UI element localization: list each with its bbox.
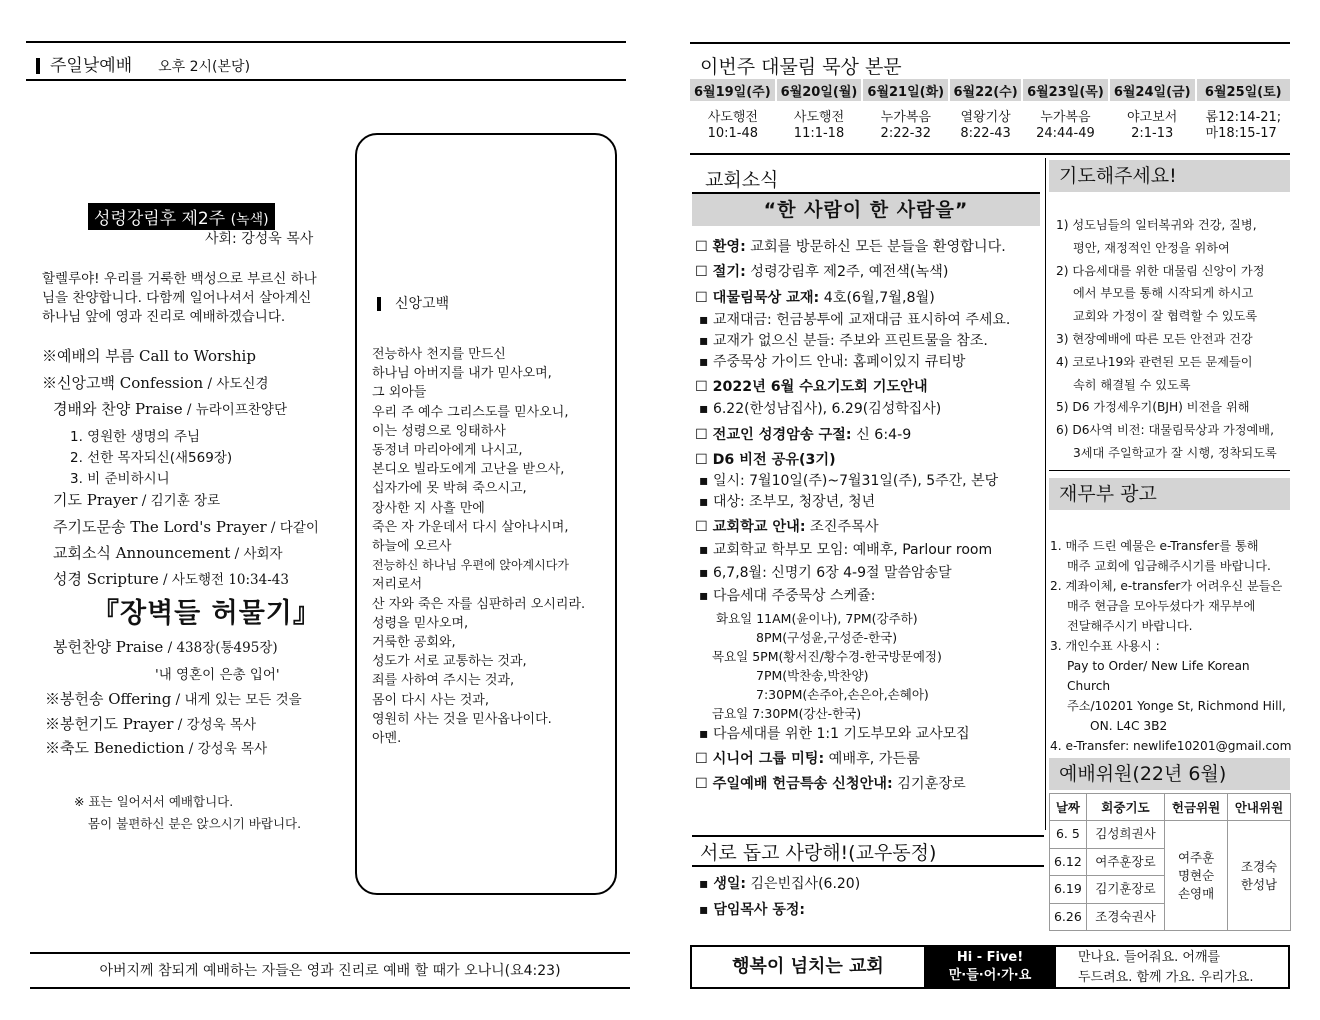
order-item bbox=[53, 489, 220, 510]
notice-line: 몸이 불편하신 분은 앉으시기 바랍니다. bbox=[88, 816, 302, 831]
prayer-leader-cell: 여주훈장로 bbox=[1086, 848, 1164, 876]
news-welcome bbox=[695, 236, 1006, 256]
day-header: 6월25일(토) bbox=[1196, 79, 1290, 101]
news-bullet: ▪ 일시: 7월10일(주)~7월31일(주), 5주간, 본당 bbox=[699, 473, 999, 489]
passage-book: 누가복음 bbox=[1040, 110, 1091, 125]
day-header: 6월20일(월) bbox=[776, 79, 863, 101]
order-item bbox=[53, 542, 283, 563]
praise-song: 1. 영원한 생명의 주님 bbox=[70, 429, 201, 445]
sunday-name: 성령강림후 제2주 bbox=[94, 209, 226, 229]
order-detail: / 내게 있는 모든 것을 bbox=[171, 692, 302, 708]
sunday-label bbox=[88, 203, 275, 230]
passage-cell bbox=[1109, 101, 1196, 151]
order-detail: / 김기훈 장로 bbox=[137, 493, 221, 509]
date-cell: 6.26 bbox=[1050, 903, 1087, 931]
creed-line: 아멘. bbox=[372, 731, 402, 747]
passage-cell bbox=[690, 101, 776, 151]
news-text: 4호(6월,7월,8월) bbox=[819, 290, 935, 306]
order-label: 성경 Scripture bbox=[53, 570, 159, 588]
worship-committee-title: 예배위원(22년 6월) bbox=[1049, 758, 1290, 790]
news-bullet: ▪ 6.22(한성남집사), 6.29(김성학집사) bbox=[699, 401, 942, 417]
column-header: 헌금위원 bbox=[1165, 794, 1228, 821]
news-heading: ☐ 2022년 6월 수요기도회 기도안내 bbox=[695, 379, 928, 395]
order-detail: / 다같이 bbox=[266, 520, 319, 536]
worship-committee-table bbox=[1049, 793, 1291, 931]
creed-line: 죄를 사하여 주시는 것과, bbox=[372, 673, 515, 689]
prayer-item: 4) 코로나19와 관련된 모든 문제들이 bbox=[1056, 354, 1253, 369]
passage-book: 열왕기상 bbox=[960, 110, 1011, 125]
finance-list bbox=[1050, 536, 1292, 756]
fellowship-heading: ▪ 담임목사 동정: bbox=[699, 902, 805, 918]
prayer-title: 기도해주세요! bbox=[1049, 160, 1290, 192]
creed-line: 성도가 서로 교통하는 것과, bbox=[372, 654, 527, 670]
news-bullet: ▪ 교회학교 학부모 모임: 예배후, Parlour room bbox=[699, 542, 993, 558]
prayer-item: 2) 다음세대를 위한 대물림 신앙이 가정 bbox=[1056, 263, 1265, 278]
offering-team-cell bbox=[1165, 821, 1228, 931]
prayer-leader-cell: 조경숙권사 bbox=[1086, 903, 1164, 931]
hifive-logo bbox=[926, 945, 1054, 989]
passage-book: 사도행전 bbox=[707, 110, 758, 125]
passage-cell bbox=[1022, 101, 1109, 151]
creed-line: 거룩한 공회와, bbox=[372, 635, 456, 651]
creed-line: 장사한 지 사흘 만에 bbox=[372, 500, 485, 516]
order-item bbox=[53, 636, 278, 657]
finance-item: 1. 매주 드린 예물은 e-Transfer를 통해 bbox=[1050, 539, 1259, 553]
prayer-item: 에서 부모를 통해 시작되게 하시고 bbox=[1073, 286, 1254, 301]
prayer-item: 5) D6 가정세우기(BJH) 비전을 위해 bbox=[1056, 400, 1250, 415]
column-divider bbox=[1045, 158, 1046, 830]
schedule-line: 7:30PM(손주아,손은아,손혜아) bbox=[756, 687, 929, 702]
prayer-item: 3) 현장예배에 따른 모든 안전과 건강 bbox=[1056, 331, 1253, 346]
creed-line: 본디오 빌라도에게 고난을 받으사, bbox=[372, 462, 565, 478]
order-item bbox=[53, 516, 319, 537]
day-header: 6월21일(화) bbox=[862, 79, 949, 101]
schedule-line: 화요일 11AM(윤이나), 7PM(강주하) bbox=[716, 611, 918, 626]
order-label: 주기도문송 The Lord's Prayer bbox=[53, 518, 267, 536]
prayer-item: 1) 성도님들의 일터복귀와 건강, 질병, bbox=[1056, 218, 1257, 232]
notice-line: ※ 표는 일어서서 예배합니다. bbox=[74, 794, 234, 809]
creed-line: 저리로서 bbox=[372, 577, 423, 593]
news-heading: ☐ 시니어 그룹 미팅: bbox=[695, 751, 825, 767]
creed-line: 이는 성령으로 잉태하사 bbox=[372, 423, 506, 439]
news-bullet: ▪ 다음세대를 위한 1:1 기도부모와 교사모집 bbox=[699, 726, 970, 742]
finance-item: 전달해주시기 바랍니다. bbox=[1067, 619, 1193, 633]
creed-line: 동정녀 마리아에게 나시고, bbox=[372, 443, 523, 459]
news-heading: ☐ 대물림묵상 교재: bbox=[695, 290, 820, 306]
day-header: 6월19일(주) bbox=[690, 79, 776, 101]
prayer-item: 교회와 가정이 잘 협력할 수 있도록 bbox=[1073, 309, 1258, 324]
news-heading: ☐ D6 비전 공유(3기) bbox=[695, 452, 836, 468]
news-heading: ☐ 주일예배 헌금특송 신청안내: bbox=[695, 776, 893, 792]
creed-line: 전능하신 하나님 우편에 앉아계시다가 bbox=[372, 558, 569, 573]
order-item bbox=[45, 688, 302, 709]
column-header: 회중기도 bbox=[1086, 794, 1164, 821]
creed-line: 성령을 믿사오며, bbox=[372, 615, 469, 631]
news-bullet: ▪ 교재대금: 헌금봉투에 교재대금 표시하여 주세요. bbox=[699, 312, 1011, 328]
news-theme: “한 사람이 한 사람을” bbox=[692, 194, 1040, 226]
news-title: 교회소식 bbox=[705, 169, 779, 191]
creed-line: 그 외아들 bbox=[372, 385, 427, 401]
intro-line: 할렐루야! 우리를 거룩한 백성으로 부르신 하나 bbox=[42, 271, 317, 287]
motto-line: 두드려요. 함께 가요. 우리가요. bbox=[1078, 970, 1254, 985]
news-text: 예배후, 가든룸 bbox=[824, 751, 920, 767]
column-header: 안내위원 bbox=[1228, 794, 1291, 821]
creed-line: 몸이 다시 사는 것과, bbox=[372, 692, 489, 708]
order-detail: / 사회자 bbox=[230, 546, 283, 562]
hifive-title: Hi - Five! bbox=[956, 950, 1024, 965]
creed-line: 전능하사 천지를 만드신 bbox=[372, 347, 506, 362]
news-bullet: ▪ 교재가 없으신 분들: 주보와 프린트물을 참조. bbox=[699, 333, 988, 349]
passage-cell bbox=[1196, 101, 1290, 151]
motto-line: 만나요. 들어줘요. 어깨를 bbox=[1078, 950, 1221, 965]
table-row bbox=[1050, 821, 1291, 849]
news-senior bbox=[695, 748, 920, 768]
order-detail: / 사도행전 10:34-43 bbox=[158, 572, 289, 588]
order-detail: / 강성욱 목사 bbox=[173, 717, 257, 733]
fellowship-birthday bbox=[699, 873, 860, 893]
hifive-subtitle: 만·들·어·가·요 bbox=[948, 968, 1032, 983]
news-text: 성령강림후 제2주, 예전색(녹색) bbox=[745, 264, 949, 280]
order-item bbox=[53, 398, 287, 419]
fellowship-heading: ▪ 생일: bbox=[699, 876, 747, 892]
news-prayer-meeting bbox=[695, 376, 928, 396]
call-to-worship-text bbox=[42, 270, 342, 327]
news-bullet: ▪ 다음세대 주중묵상 스케쥴: bbox=[699, 588, 876, 604]
meditation-title: 이번주 대물림 묵상 본문 bbox=[700, 56, 902, 78]
passage-book: 롬12:14-21; bbox=[1205, 110, 1282, 125]
finance-item: 매주 현금을 모아두셨다가 재무부에 bbox=[1067, 599, 1256, 613]
order-detail: / 뉴라이프찬양단 bbox=[182, 402, 287, 418]
usher-team-cell bbox=[1228, 821, 1291, 931]
team-member: 조경숙 bbox=[1240, 858, 1278, 874]
finance-item: 4. e-Transfer: newlife10201@gmail.com bbox=[1050, 739, 1292, 753]
order-label: ※축도 Benediction bbox=[45, 739, 185, 757]
table-header-row bbox=[1050, 794, 1291, 821]
liturgical-color: (녹색) bbox=[230, 212, 269, 228]
team-member: 명현순 bbox=[1177, 867, 1215, 883]
finance-item: 주소/10201 Yonge St, Richmond Hill, bbox=[1067, 699, 1286, 713]
news-memory-verse bbox=[695, 424, 911, 444]
finance-item: Pay to Order/ New Life Korean Church bbox=[1067, 659, 1250, 693]
prayer-item: 3세대 주일학교가 잘 시행, 정착되도록 bbox=[1073, 445, 1277, 460]
day-header: 6월22(수) bbox=[949, 79, 1022, 101]
passage-book: 야고보서 bbox=[1127, 110, 1178, 125]
creed-line: 영원히 사는 것을 믿사옵나이다. bbox=[372, 711, 552, 727]
news-heading: ☐ 전교인 성경암송 구절: bbox=[695, 427, 852, 443]
order-label: ※봉헌송 Offering bbox=[45, 690, 172, 708]
service-title bbox=[36, 51, 250, 76]
news-bullet: ▪ 6,7,8월: 신명기 6장 4-9절 말씀암송달 bbox=[699, 565, 952, 581]
creed-heading: 신앙고백 bbox=[395, 296, 450, 312]
passage-ref: 마18:15-17 bbox=[1205, 126, 1277, 141]
passage-book: 사도행전 bbox=[793, 110, 845, 125]
fellowship-text: 김은빈집사(6.20) bbox=[746, 876, 861, 892]
hymn-subtitle: '내 영혼이 은총 입어' bbox=[155, 667, 280, 683]
schedule-line: 금요일 7:30PM(강산-한국) bbox=[712, 706, 862, 721]
passage-ref: 24:44-49 bbox=[1036, 126, 1095, 141]
creed-line: 산 자와 죽은 자를 심판하러 오시리라. bbox=[372, 596, 586, 612]
creed-title bbox=[377, 293, 449, 313]
meditation-passages bbox=[690, 101, 1290, 151]
schedule-line: 7PM(박찬송,박찬양) bbox=[756, 668, 869, 683]
order-label: ※신앙고백 Confession bbox=[42, 374, 204, 392]
fellowship-pastor bbox=[699, 899, 805, 919]
order-detail: / 438장(통495장) bbox=[163, 640, 278, 656]
order-detail: / 강성욱 목사 bbox=[184, 741, 268, 757]
order-label: ※예배의 부름 Call to Worship bbox=[42, 347, 256, 365]
news-material bbox=[695, 287, 935, 307]
news-text: 교회를 방문하신 모든 분들을 환영합니다. bbox=[745, 239, 1006, 255]
intro-line: 님을 찬양합니다. 다함께 일어나셔서 살아계신 bbox=[42, 290, 312, 306]
hifive-motto bbox=[1054, 945, 1290, 989]
prayer-item: 평안, 재정적인 안정을 위하여 bbox=[1073, 240, 1230, 255]
schedule-line: 목요일 5PM(황서진/황수경-한국방문예정) bbox=[712, 649, 942, 664]
finance-item: 2. 계좌이체, e-transfer가 어려우신 분들은 bbox=[1050, 579, 1283, 593]
news-school bbox=[695, 516, 879, 536]
finance-title: 재무부 광고 bbox=[1049, 478, 1290, 510]
creed-line: 우리 주 예수 그리스도를 믿사오니, bbox=[372, 404, 569, 420]
passage-ref: 10:1-48 bbox=[707, 126, 759, 141]
footer-verse: 아버지께 참되게 예배하는 자들은 영과 진리로 예배 할 때가 오나니(요4:23) bbox=[99, 963, 561, 979]
order-item bbox=[45, 713, 256, 734]
section-bar bbox=[377, 297, 381, 311]
column-header: 날짜 bbox=[1050, 794, 1087, 821]
order-item bbox=[53, 568, 289, 589]
church-motto: 행복이 넘치는 교회 bbox=[690, 945, 926, 989]
schedule-line: 8PM(구성윤,구성준-한국) bbox=[756, 630, 898, 645]
passage-ref: 8:22-43 bbox=[960, 126, 1011, 141]
passage-cell bbox=[862, 101, 949, 151]
order-item bbox=[42, 345, 256, 366]
news-text: 김기훈장로 bbox=[892, 776, 966, 792]
order-item bbox=[45, 737, 267, 758]
prayer-list bbox=[1056, 214, 1291, 465]
news-bullet: ▪ 대상: 조부모, 청장년, 청년 bbox=[699, 494, 876, 510]
passage-ref: 11:1-18 bbox=[793, 126, 845, 141]
passage-cell bbox=[776, 101, 863, 151]
meditation-days bbox=[690, 79, 1290, 101]
creed-line: 십자가에 못 박혀 죽으시고, bbox=[372, 481, 527, 497]
praise-song: 3. 비 준비하시니 bbox=[70, 471, 170, 487]
praise-song: 2. 선한 목자되신(새569장) bbox=[70, 450, 233, 466]
news-heading: ☐ 교회학교 안내: bbox=[695, 519, 806, 535]
passage-book: 누가복음 bbox=[880, 110, 931, 125]
meditation-table bbox=[690, 79, 1290, 151]
team-member: 한성남 bbox=[1240, 876, 1278, 892]
date-cell: 6.19 bbox=[1050, 876, 1087, 904]
service-time: 오후 2시(본당) bbox=[158, 59, 251, 75]
news-d6 bbox=[695, 449, 836, 469]
news-special-song bbox=[695, 773, 966, 793]
creed-line: 하나님 아버지를 내가 믿사오며, bbox=[372, 366, 552, 382]
order-label: 경배와 찬양 Praise bbox=[53, 400, 183, 418]
day-header: 6월23일(목) bbox=[1022, 79, 1109, 101]
prayer-item: 6) D6사역 비전: 대물림묵상과 가정예배, bbox=[1056, 423, 1274, 438]
order-detail: / 사도신경 bbox=[203, 376, 269, 392]
order-label: 기도 Prayer bbox=[53, 491, 138, 509]
sermon-title: 『장벽들 허물기』 bbox=[92, 598, 321, 629]
passage-cell bbox=[949, 101, 1022, 151]
order-label: 교회소식 Announcement bbox=[53, 544, 231, 562]
news-heading: ☐ 절기: bbox=[695, 264, 746, 280]
standing-notice bbox=[74, 791, 301, 835]
creed-line: 하늘에 오르사 bbox=[372, 539, 452, 555]
intro-line: 하나님 앞에 영과 진리로 예배하겠습니다. bbox=[42, 309, 286, 325]
prayer-item: 속히 해결될 수 있도록 bbox=[1073, 377, 1191, 392]
finance-item: 3. 개인수표 사용시 : bbox=[1050, 639, 1160, 653]
order-label: 봉헌찬양 Praise bbox=[53, 638, 164, 656]
service-name: 주일낮예배 bbox=[50, 56, 133, 76]
passage-ref: 2:22-32 bbox=[880, 126, 931, 141]
date-cell: 6.12 bbox=[1050, 848, 1087, 876]
fellowship-title: 서로 돕고 사랑해!(교우동정) bbox=[700, 842, 937, 864]
news-bullet: ▪ 주중묵상 가이드 안내: 홈페이있지 큐티방 bbox=[699, 354, 966, 370]
team-member: 여주훈 bbox=[1177, 849, 1215, 865]
prayer-leader-cell: 김성희권사 bbox=[1086, 821, 1164, 849]
team-member: 손영매 bbox=[1177, 885, 1215, 901]
news-text: 신 6:4-9 bbox=[851, 427, 912, 443]
news-season bbox=[695, 261, 948, 281]
news-heading: ☐ 환영: bbox=[695, 239, 746, 255]
presider: 사회: 강성욱 목사 bbox=[205, 231, 314, 247]
order-item bbox=[42, 372, 269, 393]
day-header: 6월24일(금) bbox=[1109, 79, 1196, 101]
creed-text bbox=[372, 345, 608, 748]
creed-line: 죽은 자 가운데서 다시 살아나시며, bbox=[372, 519, 569, 535]
finance-item: 매주 교회에 입금해주시기를 바랍니다. bbox=[1067, 559, 1271, 573]
news-text: 조진주목사 bbox=[805, 519, 879, 535]
passage-ref: 2:1-13 bbox=[1131, 126, 1174, 141]
date-cell: 6. 5 bbox=[1050, 821, 1087, 849]
prayer-leader-cell: 김기훈장로 bbox=[1086, 876, 1164, 904]
section-bar bbox=[36, 58, 40, 74]
order-label: ※봉헌기도 Prayer bbox=[45, 715, 174, 733]
finance-item: ON. L4C 3B2 bbox=[1090, 719, 1168, 733]
